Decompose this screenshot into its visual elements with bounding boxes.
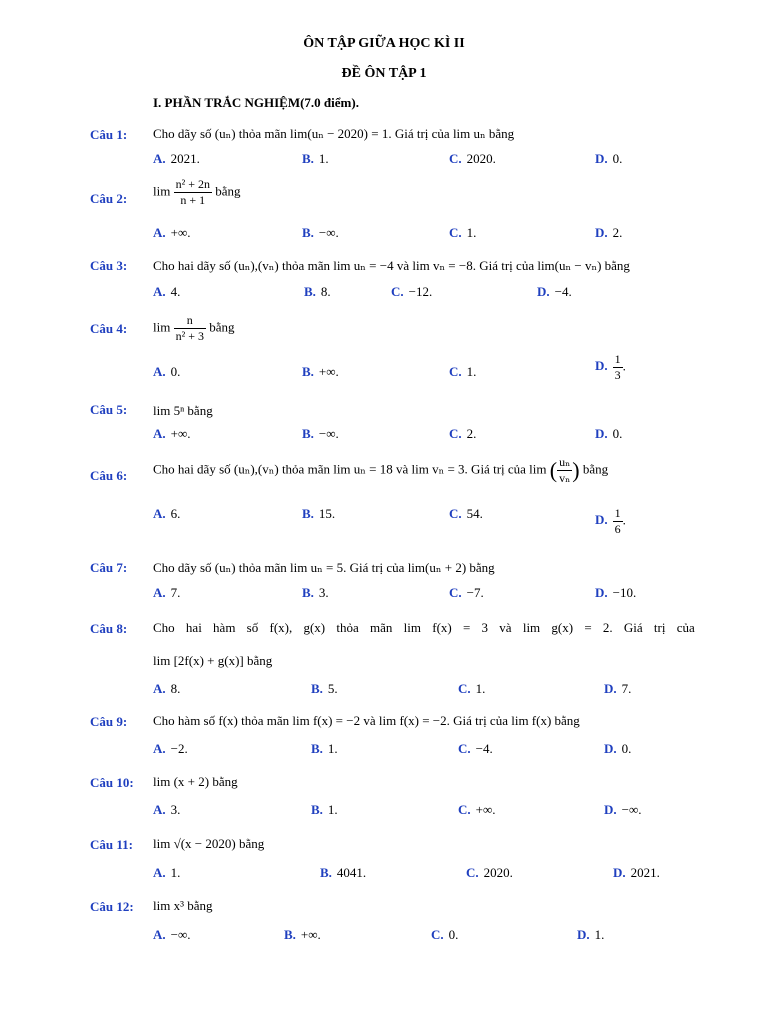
question-5-option-d: D. 0. [595, 426, 623, 441]
question-2-option-d: D. 2. [595, 225, 623, 240]
question-4-label: Câu 4: [90, 321, 128, 336]
question-2-fraction: $\frac{\text{n² + 2n}}{n + 1}$ [175, 177, 210, 207]
question-5-option-c: C. 2. [449, 426, 477, 441]
question-5-option-a: A. +∞. [153, 426, 191, 441]
question-7-option-b: B. 3. [302, 585, 329, 600]
question-9-option-c: C. −4. [458, 741, 493, 756]
question-10-stem: lim (x + 2) bằng [153, 774, 238, 789]
exam-subtitle: ĐỀ ÔN TẬP 1 [341, 66, 427, 81]
question-3-option-c: C. −12. [391, 284, 433, 299]
question-8-stem: Cho hai hàm số f(x), g(x) thỏa mãn lim f(x) = 3 và lim g(x) = 2. Giá trị của [153, 620, 695, 635]
question-12-option-b: B. +∞. [284, 927, 321, 942]
question-6-option-c: C. 54. [449, 506, 483, 521]
question-2-stem: lim $\frac{\text{n² + 2n}}{n + 1}$ bằng [153, 177, 241, 207]
question-1-stem: Cho dãy số (uₙ) thỏa mãn lim(uₙ − 2020) = 1. Giá trị của lim uₙ bằng [153, 126, 515, 141]
question-3-option-b: B. 8. [304, 284, 331, 299]
question-9-option-d: D. 0. [604, 741, 632, 756]
question-2-option-a: A. +∞. [153, 225, 191, 240]
question-5-stem: lim 5ⁿ bằng [153, 403, 213, 418]
question-2-label: Câu 2: [90, 191, 128, 206]
question-6-fraction: $\frac{\text{uₙ}}{\text{vₙ}}$ [559, 455, 571, 485]
question-8-stem-line2: lim [2f(x) + g(x)] bằng [153, 653, 273, 668]
question-4-fraction: $\frac{n}{\text{n² + 3}}$ [175, 313, 204, 343]
question-1-option-b: B. 1. [302, 151, 329, 166]
question-8-option-b: B. 5. [311, 681, 338, 696]
question-7-option-c: C. −7. [449, 585, 484, 600]
question-10-option-b: B. 1. [311, 802, 338, 817]
question-12-label: Câu 12: [90, 899, 134, 914]
question-11-option-b: B. 4041. [320, 865, 367, 880]
question-11-option-d: D. 2021. [613, 865, 660, 880]
question-4-option-c: C. 1. [449, 364, 477, 379]
question-12-option-c: C. 0. [431, 927, 459, 942]
question-1-option-d: D. 0. [595, 151, 623, 166]
question-11-option-c: C. 2020. [466, 865, 513, 880]
question-7-option-a: A. 7. [153, 585, 181, 600]
question-6-option-a: A. 6. [153, 506, 181, 521]
question-10-option-d: D. −∞. [604, 802, 642, 817]
question-4-stem: lim $\frac{n}{\text{n² + 3}}$ bằng [153, 313, 235, 343]
question-8-option-c: C. 1. [458, 681, 486, 696]
question-2-option-c: C. 1. [449, 225, 477, 240]
question-3-stem: Cho hai dãy số (uₙ),(vₙ) thỏa mãn lim uₙ = −4 và lim vₙ = −8. Giá trị của lim(uₙ − vₙ) bằng [153, 258, 630, 273]
question-5-option-b: B. −∞. [302, 426, 339, 441]
question-10-option-c: C. +∞. [458, 802, 496, 817]
question-6-option-b: B. 15. [302, 506, 336, 521]
question-4-option-a: A. 0. [153, 364, 181, 379]
question-8-option-a: A. 8. [153, 681, 181, 696]
question-11-label: Câu 11: [90, 837, 133, 852]
question-3-option-a: A. 4. [153, 284, 181, 299]
question-4-option-b: B. +∞. [302, 364, 339, 379]
section-heading: I. PHẦN TRẮC NGHIỆM(7.0 điểm). [153, 95, 359, 110]
question-7-stem: Cho dãy số (uₙ) thỏa mãn lim uₙ = 5. Giá trị của lim(uₙ + 2) bằng [153, 560, 495, 575]
question-10-option-a: A. 3. [153, 802, 181, 817]
question-3-option-d: D. −4. [537, 284, 572, 299]
question-12-option-d: D. 1. [577, 927, 605, 942]
question-9-option-b: B. 1. [311, 741, 338, 756]
question-5-label: Câu 5: [90, 402, 128, 417]
question-8-label: Câu 8: [90, 621, 128, 636]
question-11-stem: lim √(x − 2020) bằng [153, 836, 265, 851]
question-1-option-a: A. 2021. [153, 151, 200, 166]
question-7-label: Câu 7: [90, 560, 128, 575]
question-9-label: Câu 9: [90, 714, 128, 729]
question-4-option-d: D. $\frac{1}{3}$ . [595, 352, 626, 382]
question-1-label: Câu 1: [90, 127, 128, 142]
question-6-option-d: D. $\frac{1}{6}$ . [595, 506, 626, 536]
exam-title: ÔN TẬP GIỮA HỌC KÌ II [303, 36, 465, 51]
question-6-label: Câu 6: [90, 468, 128, 483]
question-9-stem: Cho hàm số f(x) thỏa mãn lim f(x) = −2 và lim f(x) = −2. Giá trị của lim f(x) bằng [153, 713, 580, 728]
question-2-option-b: B. −∞. [302, 225, 339, 240]
question-6-stem: Cho hai dãy số (uₙ),(vₙ) thỏa mãn lim uₙ = 18 và lim vₙ = 3. Giá trị của lim ( $\frac{\text{uₙ}}{\text{vₙ}}$ ) bằng [153, 455, 609, 485]
question-10-label: Câu 10: [90, 775, 134, 790]
question-7-option-d: D. −10. [595, 585, 637, 600]
question-9-option-a: A. −2. [153, 741, 188, 756]
question-3-label: Câu 3: [90, 258, 128, 273]
question-12-stem: lim x³ bằng [153, 898, 213, 913]
question-11-option-a: A. 1. [153, 865, 181, 880]
question-12-option-a: A. −∞. [153, 927, 191, 942]
question-1-option-c: C. 2020. [449, 151, 496, 166]
question-8-option-d: D. 7. [604, 681, 632, 696]
